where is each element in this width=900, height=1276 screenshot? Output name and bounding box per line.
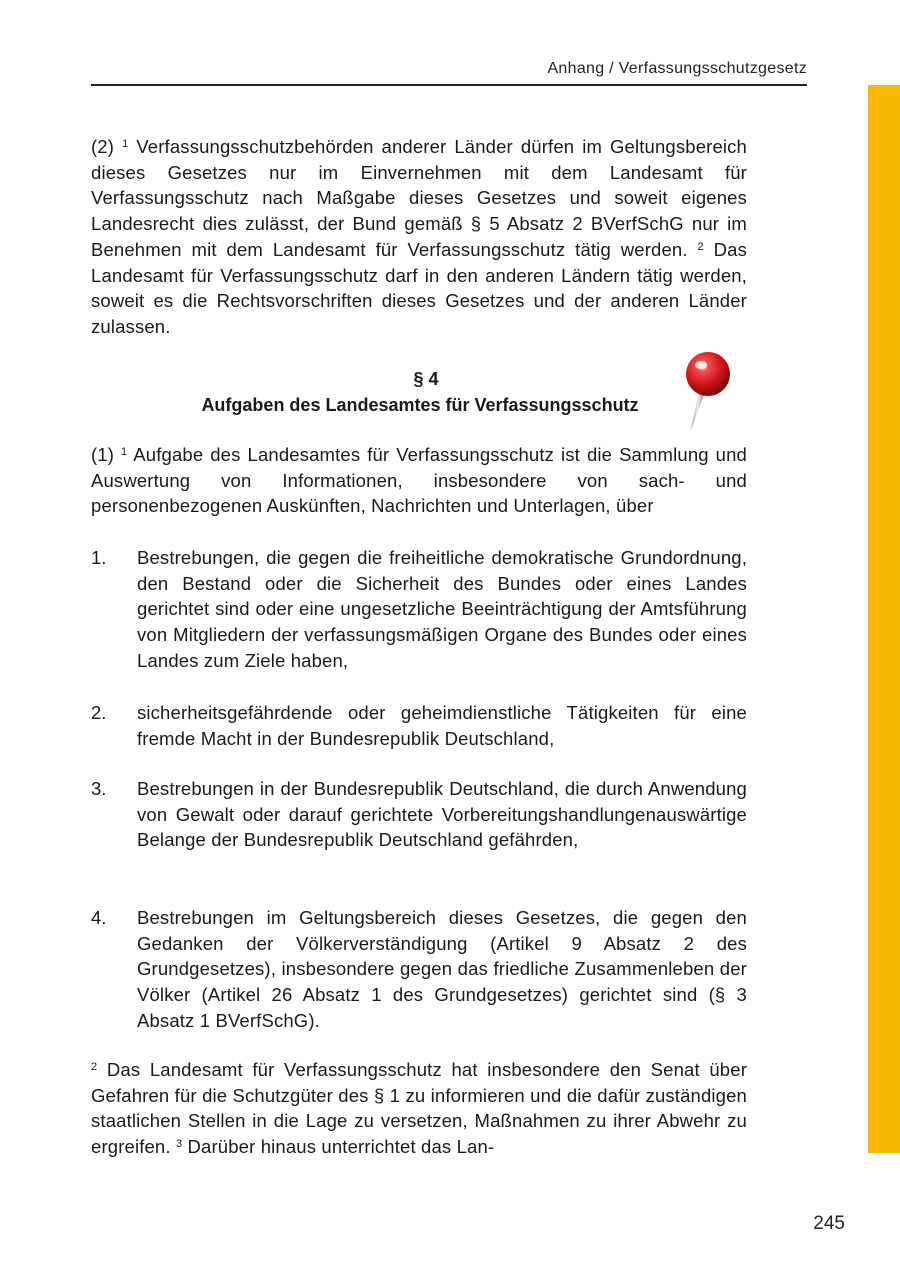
paragraph-2-sentence-2: Das Landesamt für Verfassungsschutz darf in den anderen Ländern tätig werden, soweit es die Rechtsvorschriften dieses Gesetzes und der anderen Länder zulassen. [91,238,747,337]
list-item-number: 1. [91,547,107,568]
sentence-marker-3: 3 [175,1138,183,1151]
paragraph-2 [91,134,747,340]
section-number: § 4 [413,369,439,389]
list-item-text: sicherheitsgefährdende oder geheimdienstliche Tätigkeiten für eine fremde Macht in der Bundesrepublik Deutschland, [137,702,747,749]
sentence-marker-1: 1 [122,138,129,150]
paragraph-2-sentence-1: Verfassungsschutzbehörden anderer Länder dürfen im Geltungsbereich dieses Gesetzes nur im Einvernehmen mit dem Landesamt für Verfassungsschutz nach Maßgabe dieses Gesetzes und soweit eigenes Landesrecht dies zulässt, der Bund gemäß § 5 Absatz 2 BVerfSchG nur im Benehmen mit dem Landesamt für Verfassungsschutz tätig werden. [91,136,747,260]
paragraph-continuation [91,1057,747,1160]
paragraph-1-label: (1) [91,444,115,465]
sentence-marker-2: 2 [697,240,704,253]
running-header [91,58,807,86]
yellow-thumb-tab [868,85,900,1153]
list-item-text: Bestrebungen in der Bundesrepublik Deutschland, die durch Anwendung von Gewalt oder darauf gerichtete Vorbereitungshandlungenauswärtige Belange der Bundesrepublik Deutschland gefährden, [137,778,747,851]
continuation-sentence-2: Das Landesamt für Verfassungsschutz hat insbesondere den Senat über Gefahren für die Schutzgüter des § 1 zu informieren und die dafür zuständigen staatlichen Stellen in die Lage zu versetzen, Maßnahmen zu ihrer Abwehr zu ergreifen. [91,1059,747,1158]
running-title: Anhang / Verfassungsschutzgesetz [547,60,807,77]
sentence-marker-2: 2 [91,1061,98,1073]
paragraph-1 [91,442,747,519]
list-item-number: 3. [91,778,107,799]
list-item-number: 2. [91,702,107,723]
red-pushpin-icon [676,350,732,434]
continuation-sentence-3: Darüber hinaus unterrichtet das Lan- [187,1136,495,1158]
list-item-text: Bestrebungen im Geltungsbereich dieses Gesetzes, die gegen den Gedanken der Völkerverständigung (Artikel 9 Absatz 2 des Grundgesetzes), insbesondere gegen das friedliche Zusammenleben der Völker (Artikel 26 Absatz 1 des Grundgesetzes) gerichtet sind (§ 3 Absatz 1 BVerfSchG). [137,907,747,1031]
paragraph-2-label: (2) [91,136,115,157]
paragraph-1-text: Aufgabe des Landesamtes für Verfassungsschutz ist die Sammlung und Auswertung von Informationen, insbesondere von sach- und personenbezogenen Auskünften, Nachrichten und Unterlagen, über [91,444,747,517]
sentence-marker-1: 1 [121,446,128,458]
page-number: 245 [813,1213,845,1234]
section-title: Aufgaben des Landesamtes für Verfassungsschutz [201,395,639,415]
list-item-text: Bestrebungen, die gegen die freiheitliche demokratische Grundordnung, den Bestand oder die Sicherheit des Bundes oder eines Landes gerichtet sind oder eine ungesetzliche Beeinträchtigung der Amtsführung von Mitgliedern der verfassungsmäßigen Organe des Bundes oder eines Landes zum Ziele haben, [137,547,747,671]
list-item-number: 4. [91,907,107,928]
